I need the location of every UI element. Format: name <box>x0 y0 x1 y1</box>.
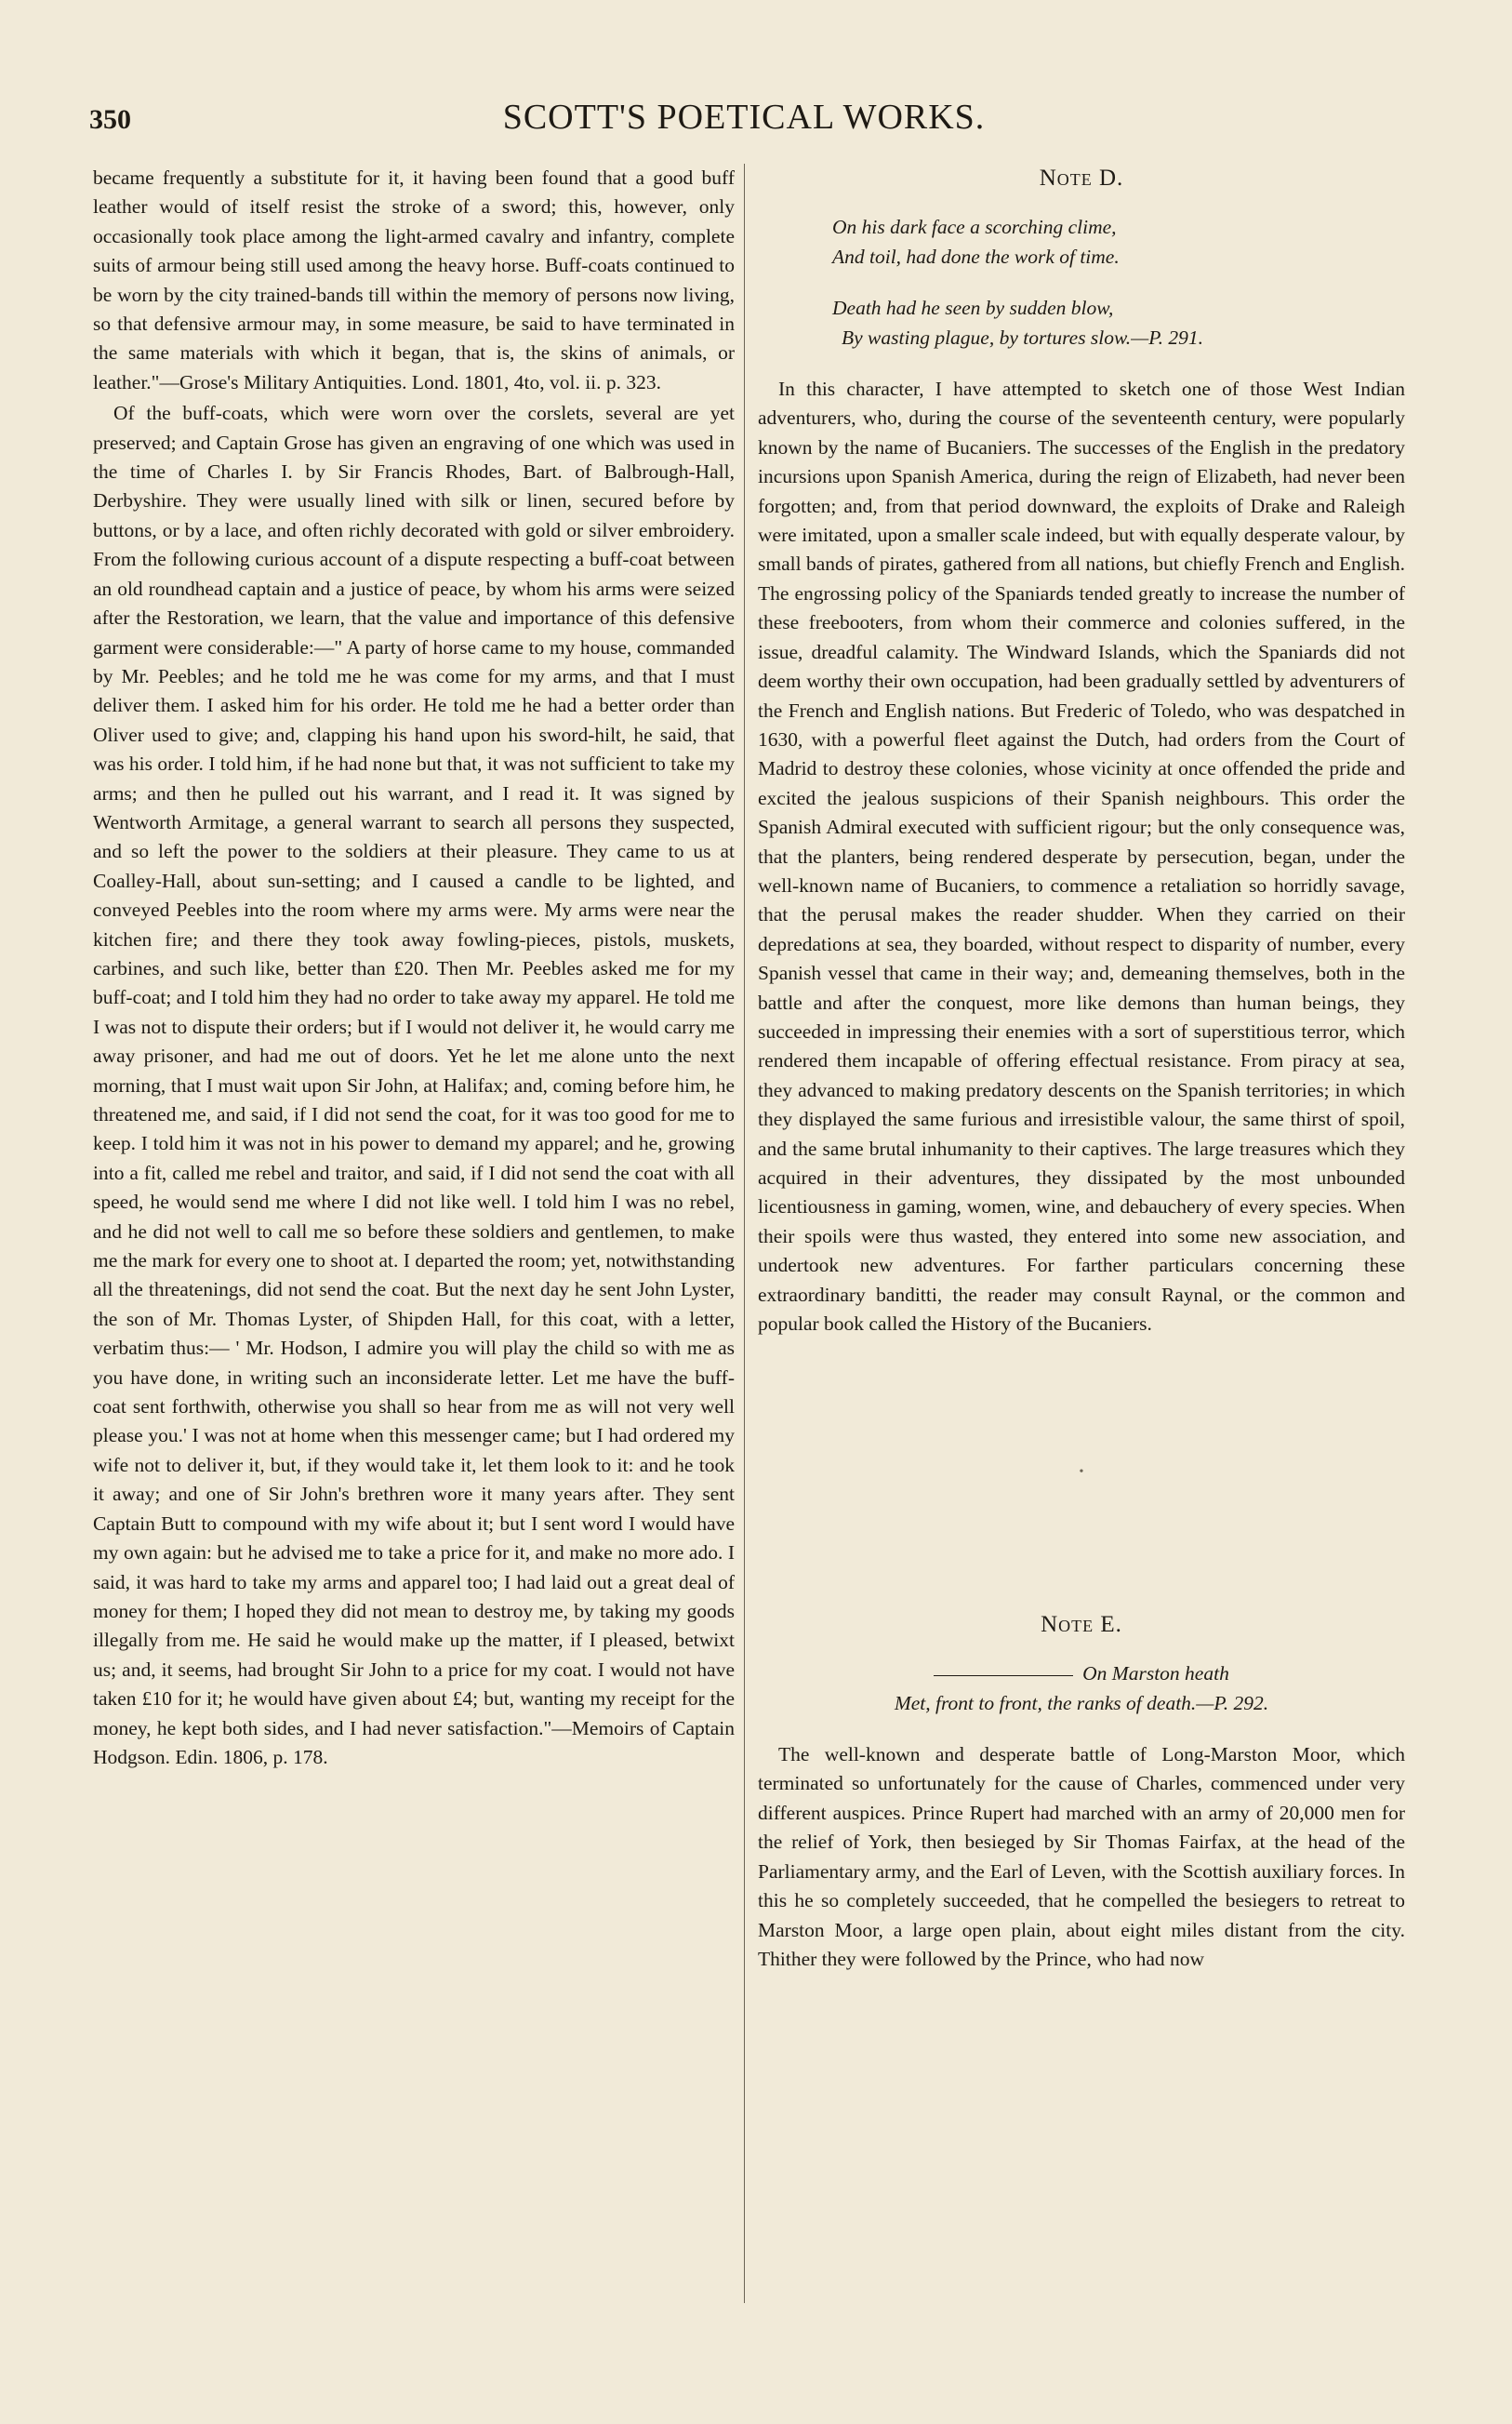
column-divider <box>744 164 745 2303</box>
citation-line-1 <box>758 1659 1405 1688</box>
section-ornament: • <box>1079 1465 1084 1480</box>
note-e-body: The well-known and desperate battle of Long-Marston Moor, which terminated so unfortunately for the cause of Charles, commenced under very different auspices. Prince Rupert had marched with an army of 20,000 men for the relief of York, then besieged by Sir Thomas Fairfax, at the head of the Parliamentary army, and the Earl of Leven, with the Scottish auxiliary forces. In this he so completely succeeded, that he compelled the besiegers to retreat to Marston Moor, a large open plain, about eight miles distant from the city. Thither they were followed by the Prince, who had now <box>758 1743 1405 1970</box>
left-paragraph-1: became frequently a substitute for it, it having been found that a good buff leather would of itself resist the stroke of a sword; this, however, only occasionally took place among the light-armed cavalry and infantry, complete suits of armour being still used among the heavy horse. Buff-coats continued to be worn by the city trained-bands till within the memory of persons now living, so that defensive armour may, in some measure, be said to have terminated in the same materials with which it began, that is, the skins of animals, or leather."—Grose's Military Antiquities. Lond. 1801, 4to, vol. ii. p. 323. <box>93 166 735 393</box>
citation-rule <box>934 1675 1073 1676</box>
page-number: 350 <box>89 104 131 135</box>
citation-text-1: On Marston heath <box>1082 1662 1229 1685</box>
note-d-verse-2 <box>758 294 1405 353</box>
citation-line-2 <box>758 1689 1405 1718</box>
note-d-heading: Note D. <box>1039 166 1124 191</box>
running-title: SCOTT'S POETICAL WORKS. <box>502 98 986 137</box>
note-e-heading: Note E. <box>1041 1611 1122 1637</box>
left-column <box>93 164 735 1774</box>
right-column <box>758 164 1405 1976</box>
verse-line-1: On his dark face a scorching clime, <box>832 216 1117 239</box>
left-paragraph-2: Of the buff-coats, which were worn over the corslets, several are yet preserved; and Captain Grose has given an engraving of one which was used in the time of Charles I. by Sir Francis Rhodes, Bart. of Balbrough-Hall, Derbyshire. They were usually lined with silk or linen, secured before by buttons, or by a lace, and often richly decorated with gold or silver embroidery. From the following curious account of a dispute respecting a buff-coat between an old roundhead captain and a justice of peace, by whom his arms were seized after the Restoration, we learn, that the value and importance of this defensive garment were considerable:—" A party of horse came to my house, commanded by Mr. Peebles; and he told me he was come for my arms, and that I must deliver them. I asked him for his order. He told me he had a better order than Oliver used to give; and, clapping his hand upon his sword-hilt, he said, that was his order. I told him, if he had none but that, it was not sufficient to take my arms; and then he pulled out his warrant, and I read it. It was signed by Wentworth Armitage, a general warrant to search all persons they suspected, and so left the power to the soldiers at their pleasure. They came to us at Coalley-Hall, about sun-setting; and I caused a candle to be lighted, and conveyed Peebles into the room where my arms were. My arms were near the kitchen fire; and there they took away fowling-pieces, pistols, muskets, carbines, and such like, better than £20. Then Mr. Peebles asked me for my buff-coat; and I told him they had no order to take away my apparel. He told me I was not to dispute their orders; but if I would not deliver it, he would carry me away prisoner, and had me out of doors. Yet he let me alone unto the next morning, that I must wait upon Sir John, at Halifax; and, coming before him, he threatened me, and said, if I did not send the coat, for it was too good for me to keep. I told him it was not in his power to demand my apparel; and he, growing into a fit, called me rebel and traitor, and said, if I did not send the coat with all speed, he would send me where I did not like well. I told him I was no rebel, and he did not well to call me so before these soldiers and gentlemen, to make me the mark for every one to shoot at. I departed the room; yet, notwithstanding all the threatenings, did not send the coat. But the next day he sent John Lyster, the son of Mr. Thomas Lyster, of Shipden Hall, for this coat, with a letter, verbatim thus:— ' Mr. Hodson, I admire you will play the child so with me as you have done, in writing such an inconsiderate letter. Let me have the buff-coat sent forthwith, otherwise you shall so hear from me as will not very well please you.' I was not at home when this messenger came; but I had ordered my wife not to deliver it, but, if they would take it, let them look to it: and he took it away; and one of Sir John's brethren wore it many years after. They sent Captain Butt to compound with my wife about it; but I sent word I would have my own again: but he advised me to take a price for it, and make no more ado. I said, it was hard to take my arms and apparel too; I had laid out a great deal of money for them; I hoped they did not mean to destroy me, by taking my goods illegally from me. He said he would make up the matter, if I pleased, betwixt us; and, it seems, had brought Sir John to a price for my coat. I would not have taken £10 for it; he would have given about £4; but, wanting my receipt for the money, he kept both sides, and I had never satisfaction."—Memoirs of Captain Hodgson. Edin. 1806, p. 178. <box>93 402 735 1768</box>
note-d-body: In this character, I have attempted to sketch one of those West Indian adventurers, who, during the course of the seventeenth century, were popularly known by the name of Bucaniers. The successes of the English in the predatory incursions upon Spanish America, during the reign of Elizabeth, had never been forgotten; and, from that period downward, the exploits of Drake and Raleigh were imitated, upon a smaller scale indeed, but with equally desperate valour, by small bands of pirates, gathered from all nations, but chiefly French and English. The engrossing policy of the Spaniards tended greatly to increase the number of these freebooters, from whom their commerce and colonies suffered, in the issue, dreadful calamity. The Windward Islands, which the Spaniards did not deem worthy their own occupation, had been gradually settled by adventurers of the French and English nations. But Frederic of Toledo, who was despatched in 1630, with a powerful fleet against the Dutch, had orders from the Court of Madrid to destroy these colonies, whose vicinity at once offended the pride and excited the jealous suspicions of their Spanish neighbours. This order the Spanish Admiral executed with sufficient rigour; but the only consequence was, that the planters, being rendered desperate by persecution, began, under the well-known name of Bucaniers, to commence a retaliation so horridly savage, that the perusal makes the reader shudder. When they carried on their depredations at sea, they boarded, without respect to disparity of number, every Spanish vessel that came in their way; and, demeaning themselves, both in the battle and after the conquest, more like demons than human beings, they succeeded in impressing their enemies with a sort of superstitious terror, which rendered them incapable of offering effectual resistance. From piracy at sea, they advanced to making predatory descents on the Spanish territories; in which they displayed the same furious and irresistible valour, the same thirst of spoil, and the same brutal inhumanity to their captives. The large treasures which they acquired in their adventures, they dissipated by the most unbounded licentiousness in gaming, women, wine, and debauchery of every species. When their spoils were thus wasted, they entered into some new association, and undertook new adventures. For farther particulars concerning these extraordinary banditti, the reader may consult Raynal, or the common and popular book called the History of the Bucaniers. <box>758 378 1405 1336</box>
note-e-citation <box>758 1659 1405 1718</box>
citation-text-2: Met, front to front, the ranks of death.—P. 292. <box>894 1691 1269 1714</box>
verse-line-4: By wasting plague, by tortures slow.—P. 291. <box>842 326 1203 349</box>
note-d-verse <box>758 213 1405 272</box>
verse-line-2: And toil, had done the work of time. <box>832 245 1120 268</box>
verse-line-3: Death had he seen by sudden blow, <box>832 297 1114 320</box>
